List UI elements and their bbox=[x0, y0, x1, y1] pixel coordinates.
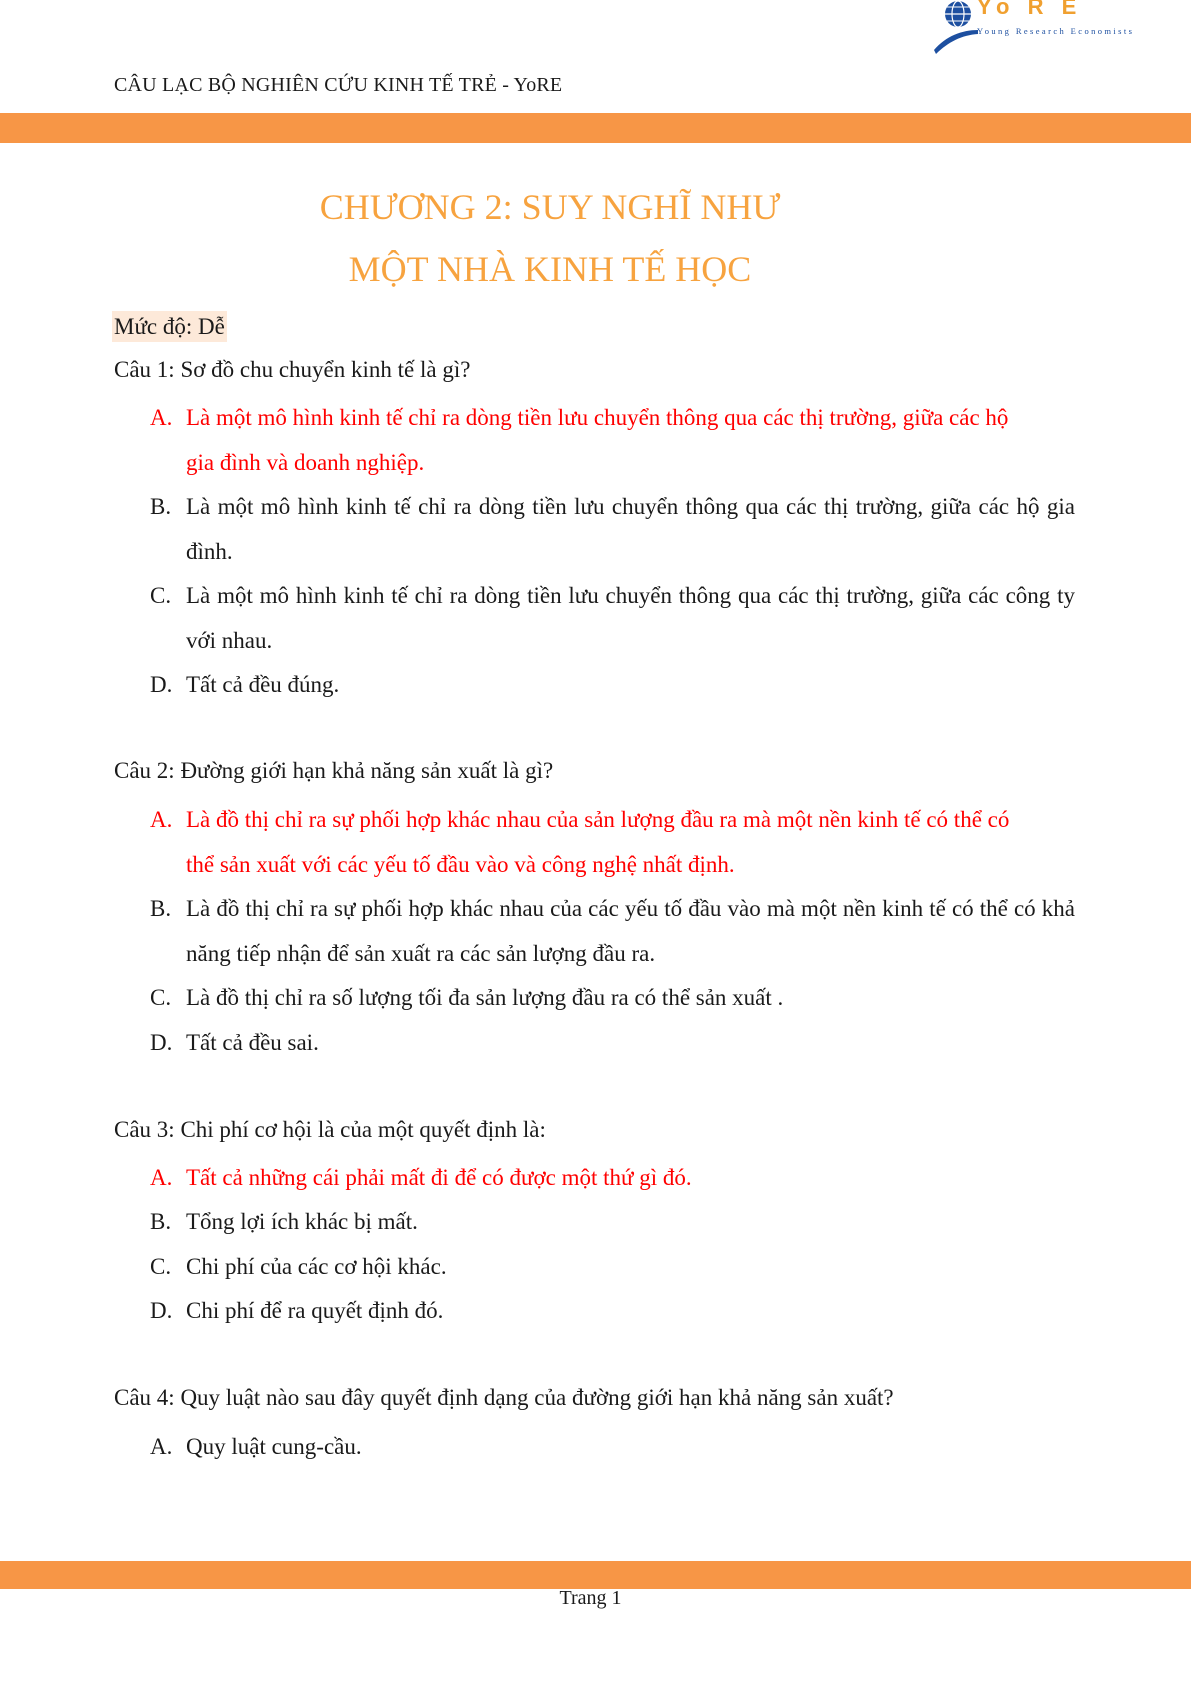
option-text: Là một mô hình kinh tế chỉ ra dòng tiền lưu chuyển thông qua các thị trường, giữa các hộ gia đình. bbox=[186, 494, 1075, 564]
globe-icon bbox=[932, 0, 980, 54]
option-letter: B. bbox=[150, 1209, 172, 1234]
header-band bbox=[0, 113, 1191, 143]
option-3b bbox=[150, 1199, 1075, 1244]
page-number: Trang 1 bbox=[559, 1587, 622, 1609]
option-letter: D. bbox=[150, 1030, 173, 1055]
option-letter: D. bbox=[150, 672, 173, 697]
option-text: Là một mô hình kinh tế chỉ ra dòng tiền lưu chuyển thông qua các thị trường, giữa các hộ gia đình và doanh nghiệp. bbox=[186, 405, 1009, 475]
option-letter: B. bbox=[150, 896, 172, 921]
question-1: Câu 1: Sơ đồ chu chuyển kinh tế là gì? bbox=[114, 357, 471, 382]
option-2d bbox=[150, 1020, 1075, 1065]
option-letter: C. bbox=[150, 1254, 172, 1279]
header-club-name: CÂU LẠC BỘ NGHIÊN CỨU KINH TẾ TRẺ - YoRE bbox=[114, 74, 563, 96]
option-letter: B. bbox=[150, 494, 172, 519]
question-3: Câu 3: Chi phí cơ hội là của một quyết định là: bbox=[114, 1117, 546, 1142]
option-text: Là đồ thị chỉ ra số lượng tối đa sản lượng đầu ra có thể sản xuất . bbox=[186, 985, 784, 1010]
option-1c bbox=[150, 573, 1075, 663]
question-2: Câu 2: Đường giới hạn khả năng sản xuất là gì? bbox=[114, 758, 554, 783]
option-1a bbox=[150, 395, 1075, 485]
option-3a bbox=[150, 1155, 1075, 1200]
chapter-title-line1: CHƯƠNG 2: SUY NGHĨ NHƯ bbox=[319, 187, 781, 227]
chapter-title-line2: MỘT NHÀ KINH TẾ HỌC bbox=[348, 249, 752, 289]
option-text: Tất cả những cái phải mất đi để có được một thứ gì đó. bbox=[186, 1165, 692, 1190]
option-text: Chi phí của các cơ hội khác. bbox=[186, 1254, 447, 1279]
option-letter: A. bbox=[150, 1165, 173, 1190]
option-text: Tổng lợi ích khác bị mất. bbox=[186, 1209, 418, 1234]
option-text: Là đồ thị chỉ ra sự phối hợp khác nhau của sản lượng đầu ra mà một nền kinh tế có thể có thể sản xuất với các yếu tố đầu vào và công nghệ nhất định. bbox=[186, 807, 1010, 877]
logo-wordmark: Yo R E bbox=[977, 0, 1083, 19]
option-text: Là một mô hình kinh tế chỉ ra dòng tiền lưu chuyển thông qua các thị trường, giữa các công ty với nhau. bbox=[186, 583, 1075, 653]
option-2b bbox=[150, 886, 1075, 976]
option-letter: C. bbox=[150, 583, 172, 608]
footer-band bbox=[0, 1561, 1191, 1589]
option-text: Tất cả đều đúng. bbox=[186, 672, 340, 697]
option-2a bbox=[150, 797, 1075, 887]
option-letter: A. bbox=[150, 405, 173, 430]
yore-logo bbox=[932, 0, 1142, 56]
question-4: Câu 4: Quy luật nào sau đây quyết định dạng của đường giới hạn khả năng sản xuất? bbox=[114, 1385, 894, 1410]
option-2c bbox=[150, 975, 1075, 1020]
option-text: Là đồ thị chỉ ra sự phối hợp khác nhau của các yếu tố đầu vào mà một nền kinh tế có thể có khả năng tiếp nhận để sản xuất ra các sản lượng đầu ra. bbox=[186, 896, 1075, 966]
option-text: Quy luật cung-cầu. bbox=[186, 1434, 362, 1459]
option-letter: C. bbox=[150, 985, 172, 1010]
option-1b bbox=[150, 484, 1075, 574]
option-letter: A. bbox=[150, 1434, 173, 1459]
option-1d bbox=[150, 662, 1075, 707]
option-3c bbox=[150, 1244, 1075, 1289]
option-letter: D. bbox=[150, 1298, 173, 1323]
option-4a bbox=[150, 1424, 1075, 1469]
logo-subtitle: Young Research Economists bbox=[977, 26, 1135, 36]
option-letter: A. bbox=[150, 807, 173, 832]
option-text: Chi phí để ra quyết định đó. bbox=[186, 1298, 444, 1323]
difficulty-level: Mức độ: Dễ bbox=[112, 311, 227, 342]
option-text: Tất cả đều sai. bbox=[186, 1030, 319, 1055]
option-3d bbox=[150, 1288, 1075, 1333]
